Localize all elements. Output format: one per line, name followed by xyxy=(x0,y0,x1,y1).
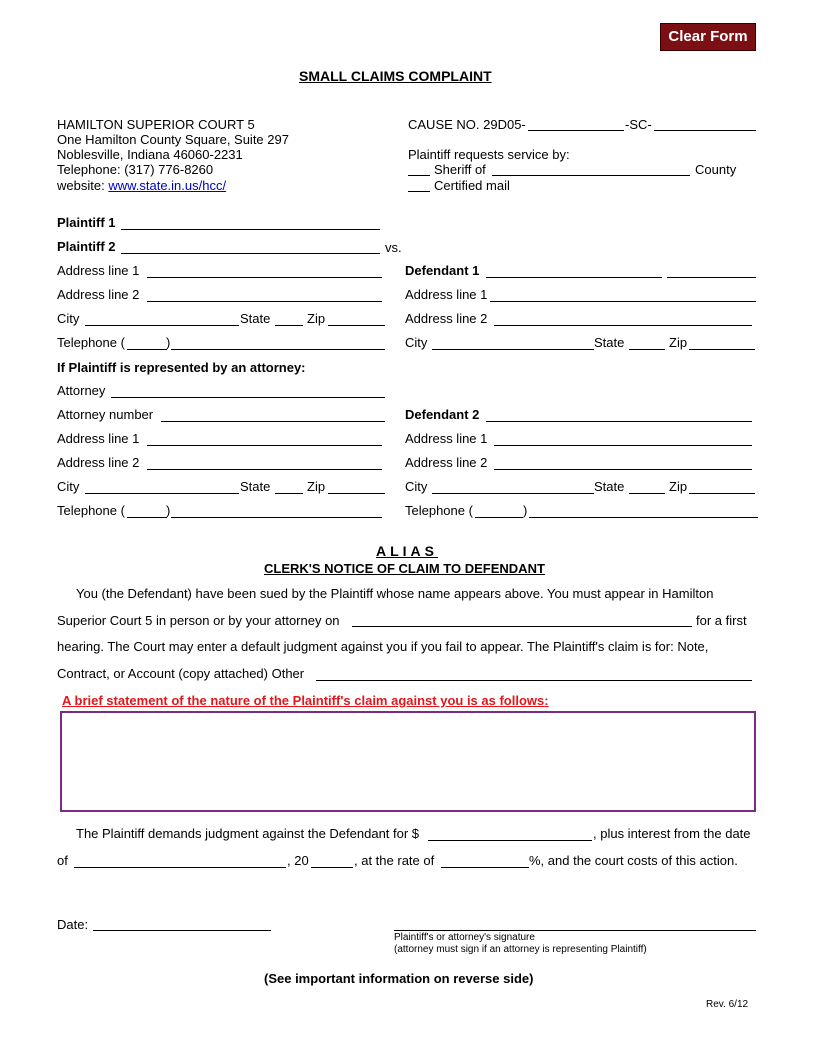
defendant-2-telephone-label: Telephone ( xyxy=(405,503,473,518)
plaintiff-address-2-field[interactable] xyxy=(147,301,382,302)
defendant-1-field-extra[interactable] xyxy=(667,277,756,278)
date-label: Date: xyxy=(57,917,89,932)
hearing-date-field[interactable] xyxy=(352,626,692,627)
court-website-link[interactable]: www.state.in.us/hcc/ xyxy=(108,178,227,193)
attorney-address-2-field[interactable] xyxy=(147,469,382,470)
claim-statement-heading: A brief statement of the nature of the Plaintiff's claim against you is as follows: xyxy=(62,693,549,708)
attorney-telephone-label: Telephone ( xyxy=(57,503,125,518)
plaintiff-telephone-field[interactable] xyxy=(171,349,385,350)
signature-note: (attorney must sign if an attorney is representing Plaintiff) xyxy=(394,944,647,955)
defendant-1-city-field[interactable] xyxy=(432,349,594,350)
defendant-2-paren-close: ) xyxy=(523,503,528,518)
attorney-heading: If Plaintiff is represented by an attorney: xyxy=(57,360,306,375)
notice-line-2b: for a first xyxy=(696,613,747,628)
defendant-1-address-1-label: Address line 1 xyxy=(405,287,488,302)
page-title: SMALL CLAIMS COMPLAINT xyxy=(299,68,492,84)
attorney-area-code-field[interactable] xyxy=(127,517,167,518)
attorney-number-field[interactable] xyxy=(161,421,385,422)
cause-sc-field[interactable] xyxy=(654,130,756,131)
attorney-label: Attorney xyxy=(57,383,106,398)
plaintiff-2-field[interactable] xyxy=(121,253,380,254)
signature-label: Plaintiff's or attorney's signature xyxy=(394,932,535,943)
vs-label: vs. xyxy=(385,240,402,255)
defendant-2-state-label: State xyxy=(594,479,625,494)
court-name: HAMILTON SUPERIOR COURT 5 xyxy=(57,117,255,132)
court-address-2: Noblesville, Indiana 46060-2231 xyxy=(57,147,243,162)
defendant-1-address-2-label: Address line 2 xyxy=(405,311,488,326)
notice-heading: CLERK'S NOTICE OF CLAIM TO DEFENDANT xyxy=(264,561,545,576)
court-telephone: Telephone: (317) 776-8260 xyxy=(57,162,214,177)
defendant-2-city-label: City xyxy=(405,479,428,494)
claim-statement-textarea[interactable] xyxy=(60,711,756,812)
defendant-2-address-2-label: Address line 2 xyxy=(405,455,488,470)
plaintiff-city-field[interactable] xyxy=(85,325,239,326)
attorney-address-1-field[interactable] xyxy=(147,445,382,446)
attorney-zip-field[interactable] xyxy=(328,493,385,494)
defendant-2-address-2-field[interactable] xyxy=(494,469,752,470)
plaintiff-paren-close: ) xyxy=(166,335,171,350)
service-label: Plaintiff requests service by: xyxy=(408,147,570,162)
sheriff-checkbox[interactable] xyxy=(408,175,430,176)
court-website-label: website: xyxy=(57,178,109,193)
notice-line-2a: Superior Court 5 in person or by your attorney on xyxy=(57,613,340,628)
court-website xyxy=(57,178,226,193)
county-label: County xyxy=(695,162,737,177)
plaintiff-address-2-label: Address line 2 xyxy=(57,287,140,302)
court-address-1: One Hamilton County Square, Suite 297 xyxy=(57,132,289,147)
plaintiff-telephone-label: Telephone ( xyxy=(57,335,125,350)
plaintiff-zip-field[interactable] xyxy=(328,325,385,326)
certified-mail-label: Certified mail xyxy=(434,178,510,193)
defendant-2-telephone-field[interactable] xyxy=(529,517,758,518)
cause-no-field[interactable] xyxy=(528,130,624,131)
judgment-line-2d: %, and the court costs of this action. xyxy=(529,853,738,868)
plaintiff-1-field[interactable] xyxy=(121,229,380,230)
interest-date-field[interactable] xyxy=(74,867,286,868)
notice-line-3: hearing. The Court may enter a default judgment against you if you fail to appear. The Plaintiff's claim is for: Note, xyxy=(57,639,709,654)
attorney-city-label: City xyxy=(57,479,80,494)
attorney-paren-close: ) xyxy=(166,503,171,518)
plaintiff-area-code-field[interactable] xyxy=(127,349,167,350)
attorney-city-field[interactable] xyxy=(85,493,239,494)
defendant-1-address-1-field[interactable] xyxy=(490,301,756,302)
attorney-address-1-label: Address line 1 xyxy=(57,431,140,446)
attorney-zip-label: Zip xyxy=(307,479,326,494)
defendant-2-state-field[interactable] xyxy=(629,493,665,494)
judgment-amount-field[interactable] xyxy=(428,840,592,841)
attorney-field[interactable] xyxy=(111,397,385,398)
defendant-2-city-field[interactable] xyxy=(432,493,594,494)
certified-mail-checkbox[interactable] xyxy=(408,191,430,192)
defendant-2-label: Defendant 2 xyxy=(405,407,480,422)
judgment-line-2c: , at the rate of xyxy=(354,853,435,868)
defendant-1-label: Defendant 1 xyxy=(405,263,480,278)
plaintiff-address-1-field[interactable] xyxy=(147,277,382,278)
sheriff-label: Sheriff of xyxy=(434,162,486,177)
defendant-2-zip-label: Zip xyxy=(669,479,688,494)
other-claim-field[interactable] xyxy=(316,680,752,681)
defendant-2-area-code-field[interactable] xyxy=(475,517,523,518)
defendant-2-zip-field[interactable] xyxy=(689,493,755,494)
plaintiff-1-label: Plaintiff 1 xyxy=(57,215,116,230)
plaintiff-state-label: State xyxy=(240,311,271,326)
interest-year-field[interactable] xyxy=(311,867,353,868)
clear-form-button[interactable]: Clear Form xyxy=(660,23,756,51)
plaintiff-state-field[interactable] xyxy=(275,325,303,326)
defendant-1-state-field[interactable] xyxy=(629,349,665,350)
defendant-2-address-1-field[interactable] xyxy=(494,445,752,446)
judgment-line-2a: of xyxy=(57,853,68,868)
defendant-1-zip-field[interactable] xyxy=(689,349,755,350)
plaintiff-2-label: Plaintiff 2 xyxy=(57,239,116,254)
reverse-side-note: (See important information on reverse side) xyxy=(264,971,534,986)
attorney-telephone-field[interactable] xyxy=(171,517,382,518)
interest-rate-field[interactable] xyxy=(441,867,529,868)
plaintiff-zip-label: Zip xyxy=(307,311,326,326)
plaintiff-address-1-label: Address line 1 xyxy=(57,263,140,278)
judgment-line-1b: , plus interest from the date xyxy=(593,826,751,841)
attorney-state-field[interactable] xyxy=(275,493,303,494)
attorney-number-label: Attorney number xyxy=(57,407,154,422)
signature-field[interactable] xyxy=(394,930,756,931)
defendant-1-field[interactable] xyxy=(486,277,662,278)
defendant-1-city-label: City xyxy=(405,335,428,350)
notice-line-1: You (the Defendant) have been sued by the Plaintiff whose name appears above. You must appear in Hamilton xyxy=(76,586,714,601)
defendant-1-zip-label: Zip xyxy=(669,335,688,350)
defendant-1-state-label: State xyxy=(594,335,625,350)
defendant-2-field[interactable] xyxy=(486,421,752,422)
attorney-state-label: State xyxy=(240,479,271,494)
defendant-1-address-2-field[interactable] xyxy=(494,325,752,326)
judgment-line-1a: The Plaintiff demands judgment against the Defendant for $ xyxy=(76,826,420,841)
plaintiff-city-label: City xyxy=(57,311,80,326)
cause-sc-label: -SC- xyxy=(625,117,652,132)
judgment-line-2b: , 20 xyxy=(287,853,309,868)
alias-heading: ALIAS xyxy=(376,543,438,559)
defendant-2-address-1-label: Address line 1 xyxy=(405,431,488,446)
sheriff-county-field[interactable] xyxy=(492,175,690,176)
attorney-address-2-label: Address line 2 xyxy=(57,455,140,470)
date-field[interactable] xyxy=(93,930,271,931)
cause-no-label: CAUSE NO. 29D05- xyxy=(408,117,526,132)
notice-line-4: Contract, or Account (copy attached) Other xyxy=(57,666,305,681)
revision-label: Rev. 6/12 xyxy=(706,999,749,1010)
